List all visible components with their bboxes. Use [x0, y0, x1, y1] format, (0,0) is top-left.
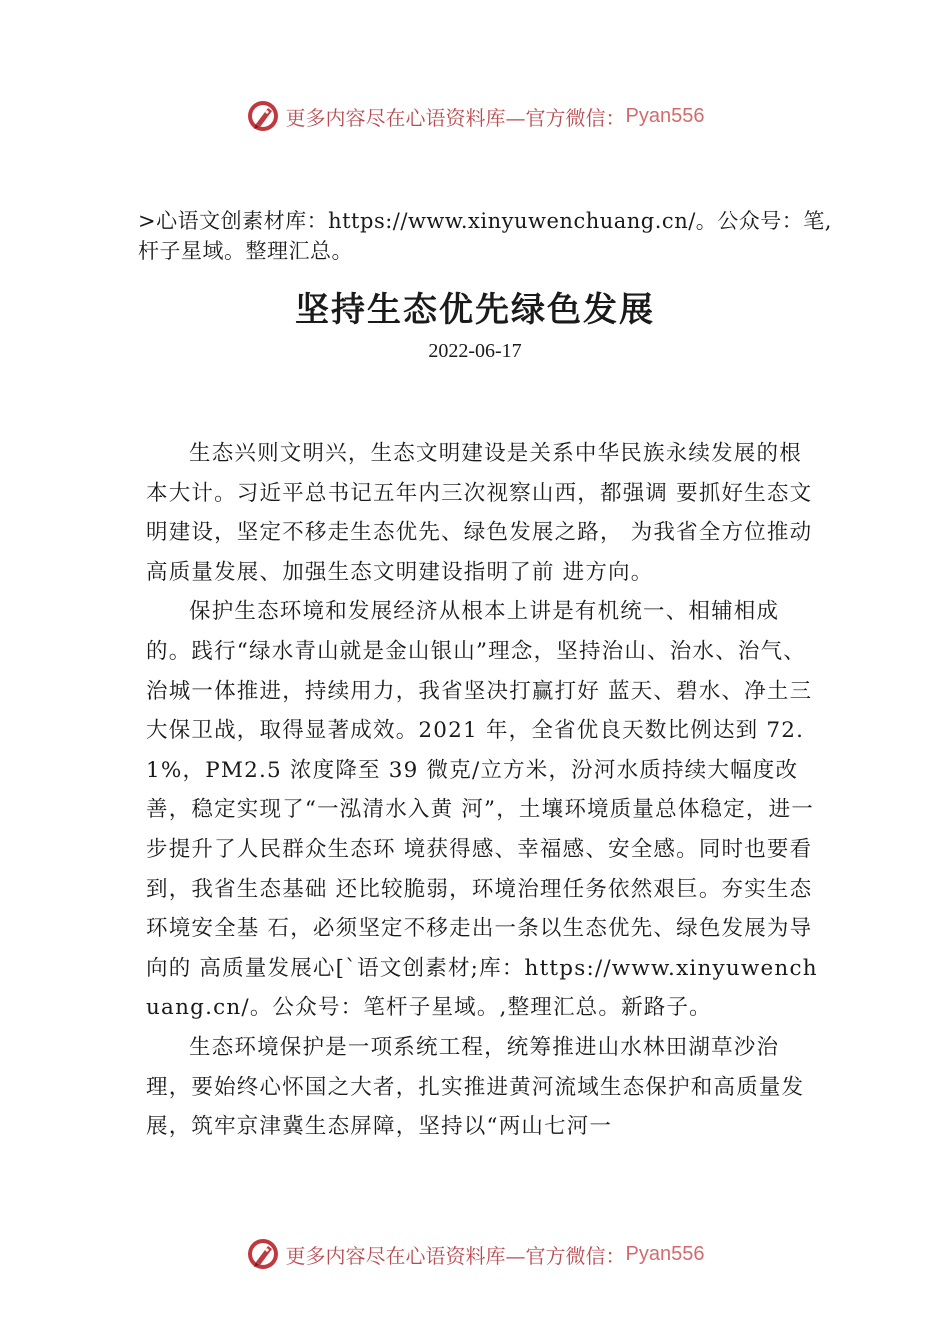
pen-nib-logo-icon	[246, 99, 280, 133]
article-title: 坚持生态优先绿色发展	[295, 290, 655, 330]
banner-text: 更多内容尽在心语资料库—官方微信：	[285, 1243, 626, 1268]
banner-text: 更多内容尽在心语资料库—官方微信：	[285, 105, 626, 130]
paragraph: 生态环境保护是一项系统工程，统筹推进山水林田湖草沙治理，要始终心怀国之大者，扎实推进黄河流域生态保护和高质量发展，筑牢京津冀生态屏障，坚持以“两山七河一	[146, 1034, 805, 1140]
header-banner	[0, 94, 950, 138]
banner-wechat-id: Pyan556	[625, 1242, 705, 1265]
pen-nib-logo-icon	[246, 1237, 280, 1271]
source-note: >心语文创素材库：https://www.xinyuwenchuang.cn/。公众号：笔,杆子星域。整理汇总。	[138, 209, 832, 263]
footer-banner	[0, 1232, 950, 1276]
banner-wechat-id: Pyan556	[625, 104, 705, 127]
article-body	[146, 434, 818, 1147]
paragraph: 生态兴则文明兴，生态文明建设是关系中华民族永续发展的根本大计。习近平总书记五年内三次视察山西，都强调 要抓好生态文明建设，坚定不移走生态优先、绿色发展之路， 为我省全方位推动高质量发展、加强生态文明建设指明了前 进方向。	[146, 441, 813, 585]
article-date: 2022-06-17	[428, 340, 522, 362]
paragraph: 保护生态环境和发展经济从根本上讲是有机统一、相辅相成的。践行“绿水青山就是金山银山”理念，坚持治山、治水、治气、治城一体推进，持续用力，我省坚决打赢打好 蓝天、碧水、净土三大保卫战，取得显著成效。2021 年，全省优良天数比例达到 72.1%，PM2.5 浓度降至 39 微克/立方米，汾河水质持续大幅度改善，稳定实现了“一泓清水入黄 河”，土壤环境质量总体稳定，进一步提升了人民群众生态环 境获得感、幸福感、安全感。同时也要看到，我省生态基础 还比较脆弱，环境治理任务依然艰巨。夯实生态环境安全基 石，必须坚定不移走出一条以生态优先、绿色发展为导向的 高质量发展心[`语文创素材;库：https://www.xinyuwenchuang.cn/。公众号：笔杆子星域。,整理汇总。新路子。	[146, 599, 818, 1021]
